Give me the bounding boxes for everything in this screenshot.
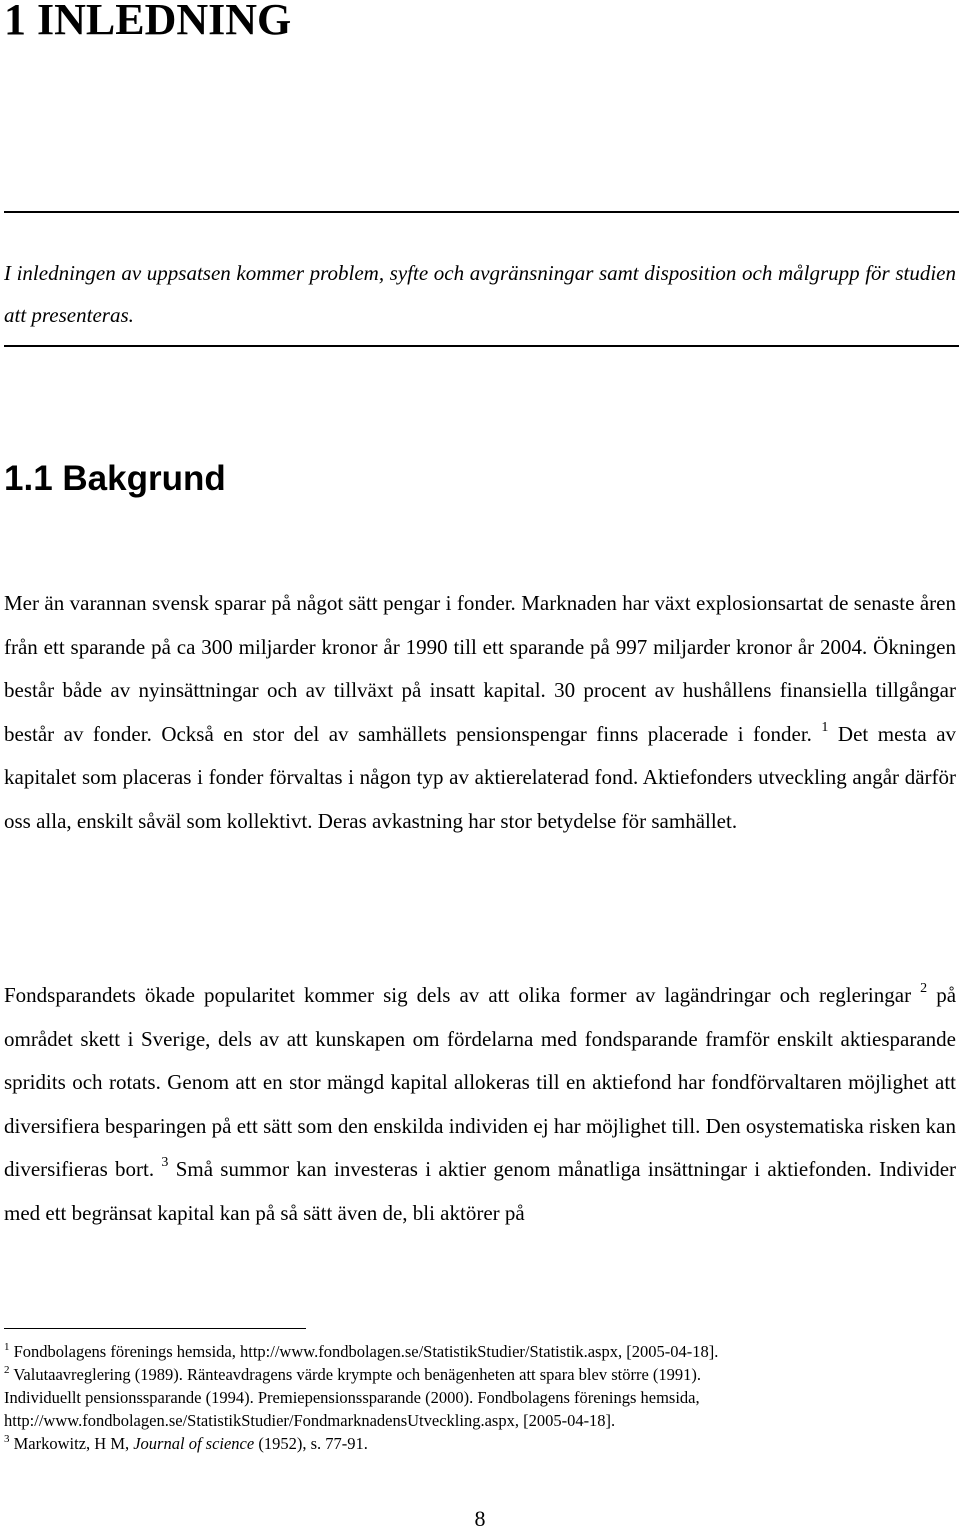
footnote-text: Valutaavreglering (1989). Ränteavdragens värde krympte och benägenheten att spara blev större (1991). [13, 1365, 702, 1384]
footnote-text: Fondbolagens förenings hemsida, http://www.fondbolagen.se/StatistikStudier/Statistik.aspx, [2005-04-18]. [13, 1342, 719, 1361]
footnote-2-link: http://www.fondbolagen.se/StatistikStudier/FondmarknadensUtveckling.aspx, [2005-04-18]. [4, 1411, 616, 1430]
footnote-3 [4, 1432, 956, 1455]
footnote-number: 2 [4, 1364, 10, 1376]
intro-divider [4, 345, 959, 347]
footnote-2 [4, 1363, 956, 1386]
footnotes [4, 1340, 956, 1455]
paragraph-background-1 [4, 582, 956, 843]
footnote-number: 3 [4, 1433, 10, 1445]
paragraph-text: Det mesta av kapitalet som placeras i fonder förvaltas i någon typ av aktierelaterad fond. Aktiefonders utveckling angår därför oss alla, enskilt såväl som kollektivt. Deras avkastning har stor betydelse för samhället. [4, 721, 957, 833]
footnote-number: 1 [4, 1341, 10, 1353]
paragraph-background-2 [4, 974, 956, 1235]
footnote-ref: 2 [920, 981, 928, 996]
footnote-ref: 1 [821, 719, 829, 735]
chapter-intro: I inledningen av uppsatsen kommer problem, syfte och avgränsningar samt disposition och målgrupp för studien att presenteras. [4, 261, 956, 327]
paragraph-text: Små summor kan investeras i aktier genom månatliga insättningar i aktiefonden. Individer med ett begränsat kapital kan på så sätt även de, bli aktörer på [4, 1157, 957, 1225]
footnote-1 [4, 1340, 956, 1363]
footnote-citation: (1952), s. 77-91. [258, 1434, 368, 1453]
footnote-separator [4, 1328, 306, 1329]
section-heading: 1.1 Bakgrund [4, 459, 226, 498]
paragraph-text: Fondsparandets ökade popularitet kommer sig dels av att olika former av lagändringar och regleringar [4, 983, 912, 1007]
paragraph-text: på området skett i Sverige, dels av att kunskapen om fördelarna med fondsparande framför enskilt aktiesparande spridits och rotats. Genom att en stor mängd kapital allokeras till en aktiefond har fondförvaltaren möjlighet att diversifiera besparingen på ett sätt som den enskilda individen ej har möjlighet till. Den osystematiska risken kan diversifieras bort. [4, 983, 957, 1181]
footnote-2-continued: Individuellt pensionssparande (1994). Premiepensionssparande (2000). Fondbolagens förenings hemsida, [4, 1388, 700, 1407]
page-number: 8 [474, 1506, 486, 1531]
footnote-ref: 3 [161, 1155, 169, 1170]
paragraph-text: Mer än varannan svensk sparar på något sätt pengar i fonder. Marknaden har växt explosionsartat de senaste åren från ett sparande på ca 300 miljarder kronor år 1990 till ett sparande på 997 miljarder kronor år 2004. Ökningen består både av nyinsättningar och av tillväxt på insatt kapital. 30 procent av hushållens finansiella tillgångar består av fonder. Också en stor del av samhällets pensionspengar finns placerade i fonder. [4, 591, 956, 746]
top-divider [4, 211, 959, 213]
footnote-journal: Journal of science [133, 1434, 255, 1453]
footnote-author: Markowitz, H M, [13, 1434, 130, 1453]
chapter-title: 1 INLEDNING [4, 0, 292, 44]
